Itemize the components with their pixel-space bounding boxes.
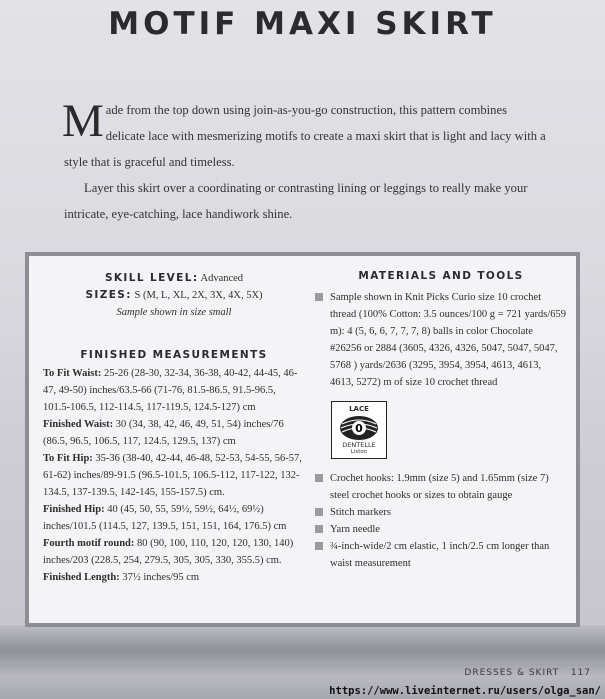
measurement-value: 37½ inches/95 cm (122, 572, 200, 583)
measurement-label: To Fit Waist: (43, 368, 102, 379)
skill-level-block (43, 270, 305, 321)
skill-level-value: Advanced (200, 273, 244, 284)
measurement-value: 30 (34, 38, 42, 46, 49, 51, 54) inches/76 (86.5, 96.5, 106.5, 117, 124.5, 129.5, 137) cm (43, 419, 284, 447)
measurement-label: Finished Length: (43, 572, 120, 583)
measurement-item (43, 365, 305, 416)
measurement-item (43, 416, 305, 450)
pattern-info-box (25, 252, 580, 627)
measurement-label: Fourth motif round: (43, 538, 135, 549)
drop-cap: M (62, 95, 104, 147)
badge-top-label: LACE (349, 405, 369, 413)
intro-paragraph-2: Layer this skirt over a coordinating or contrasting lining or leggings to really make your intricate, eye-catching, lace handiwork shine. (64, 181, 528, 221)
intro-paragraph-1 (64, 97, 548, 175)
materials-item (315, 521, 567, 538)
measurement-item (43, 501, 305, 535)
materials-item (315, 289, 567, 391)
page-footer (464, 668, 591, 678)
tool-item: ¾-inch-wide/2 cm elastic, 1 inch/2.5 cm longer than waist measurement (330, 541, 550, 569)
skill-level-label: SKILL LEVEL: (104, 272, 199, 284)
measurement-value: 40 (45, 50, 55, 59½, 59½, 64½, 69½) inches/101.5 (114.5, 127, 139.5, 151, 151, 164, 176.5) cm (43, 504, 287, 532)
measurement-value: 80 (90, 100, 110, 120, 120, 130, 140) inches/203 (228.5, 254, 279.5, 305, 305, 330, 355.5) cm. (43, 538, 294, 566)
intro-paragraph-1-text: ade from the top down using join-as-you-go construction, this pattern combines delicate lace with mesmerizing motifs to create a maxi skirt that is light and lacy with a style that is graceful and timeless. (64, 103, 546, 169)
badge-number: 0 (355, 422, 363, 435)
measurement-item (43, 535, 305, 569)
sizes-value: S (M, L, XL, 2X, 3X, 4X, 5X) (134, 290, 263, 301)
measurement-item (43, 450, 305, 501)
page-number: 117 (570, 668, 591, 678)
yarn-description: Sample shown in Knit Picks Curio size 10 crochet thread (100% Cotton: 3.5 ounces/100 g = 721 yards/659 m): 4 (5, 6, 6, 7, 7, 7, 8) balls in color Chocolate #26256 or 2884 (3605, 4326, 4326, 5047, 5047, 5047, 5768 ) yards/2636 (3295, 3954, 3954, 4613, 4613, 4613, 5272) m of size 10 crochet thread (330, 292, 567, 388)
materials-item (315, 538, 567, 572)
materials-heading: MATERIALS AND TOOLS (358, 270, 524, 282)
page-title: MOTIF MAXI SKIRT (108, 6, 497, 42)
materials-item (315, 470, 567, 504)
tool-item: Yarn needle (330, 524, 380, 535)
measurement-value: 25-26 (28-30, 32-34, 36-38, 40-42, 44-45, 46-47, 49-50) inches/63.5-66 (71-76, 81.5-86.5, 91.5-96.5, 101.5-106.5, 112-114.5, 117-119.5, 124.5-127) cm (43, 368, 298, 413)
sample-size-note: Sample shown in size small (116, 307, 232, 318)
yarn-skein-icon (338, 414, 380, 442)
tool-item: Stitch markers (330, 507, 391, 518)
watermark-url[interactable]: https://www.liveinternet.ru/users/olga_san/ (329, 685, 601, 697)
badge-label-2: Liston (350, 449, 368, 455)
materials-item (315, 504, 567, 521)
right-column (315, 268, 567, 572)
left-column (43, 270, 305, 586)
measurement-value: 35-36 (38-40, 42-44, 46-48, 52-53, 54-55, 56-57, 61-62) inches/89-91.5 (96.5-101.5, 106.5-112, 117-122, 132-134.5, 137-139.5, 142-145, 155-157.5) cm. (43, 453, 302, 498)
measurement-label: Finished Waist: (43, 419, 114, 430)
badge-label-1: DENTELLE (342, 441, 376, 449)
tool-item: Crochet hooks: 1.9mm (size 5) and 1.65mm (size 7) steel crochet hooks or sizes to obtain gauge (330, 473, 549, 501)
intro-text (64, 97, 548, 227)
lace-weight-badge (331, 401, 387, 459)
finished-measurements-heading: FINISHED MEASUREMENTS (80, 349, 268, 361)
measurements-list (43, 365, 305, 586)
sizes-label: SIZES: (85, 289, 132, 301)
footer-section: DRESSES & SKIRT (464, 668, 560, 678)
measurement-label: Finished Hip: (43, 504, 105, 515)
measurement-item (43, 569, 305, 586)
measurement-label: To Fit Hip: (43, 453, 93, 464)
